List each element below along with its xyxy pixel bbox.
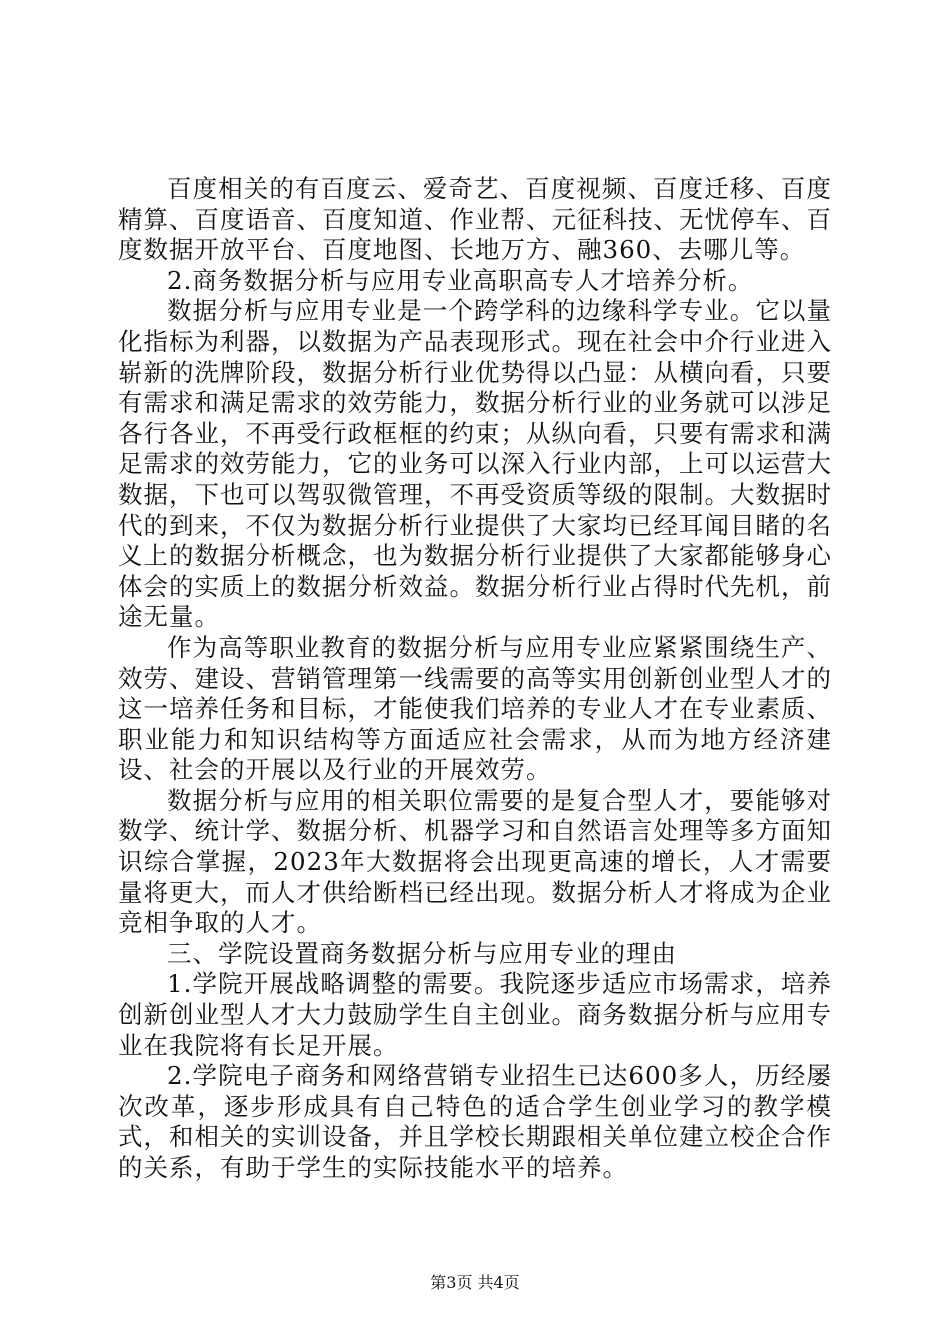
paragraph-reason-strategy: 1.学院开展战略调整的需要。我院逐步适应市场需求，培养创新创业型人才大力鼓励学生自主创业。商务数据分析与应用专业在我院将有长足开展。 [118, 969, 832, 1060]
paragraph-major-overview: 数据分析与应用专业是一个跨学科的边缘科学专业。它以量化指标为利器，以数据为产品表现形式。现在社会中介行业进入崭新的洗牌阶段，数据分析行业优势得以凸显：从横向看，只要有需求和满足需求的效劳能力，数据分析行业的业务就可以涉足各行各业，不再受行政框框的约束；从纵向看，只要有需求和满足需求的效劳能力，它的业务可以深入行业内部，上可以运营大数据，下也可以驾驭微管理，不再受资质等级的限制。大数据时代的到来，不仅为数据分析行业提供了大家均已经耳闻目睹的名义上的数据分析概念，也为数据分析行业提供了大家都能够身心体会的实质上的数据分析效益。数据分析行业占得时代先机，前途无量。 [118, 296, 832, 632]
page-number-footer: 第3页 共4页 [430, 1273, 520, 1292]
section-heading-reasons: 三、学院设置商务数据分析与应用专业的理由 [167, 938, 677, 968]
section-heading-talent-analysis: 2.商务数据分析与应用专业高职高专人才培养分析。 [167, 265, 754, 295]
paragraph-talent-demand: 数据分析与应用的相关职位需要的是复合型人才，要能够对数学、统计学、数据分析、机器学习和自然语言处理等多方面知识综合掌握，2023年大数据将会出现更高速的增长，人才需要量将更大，而人才供给断档已经出现。数据分析人才将成为企业竞相争取的人才。 [118, 785, 832, 938]
paragraph-vocational-goals: 作为高等职业教育的数据分析与应用专业应紧紧围绕生产、效劳、建设、营销管理第一线需要的高等实用创新创业型人才的这一培养任务和目标，才能使我们培养的专业人才在专业素质、职业能力和知识结构等方面适应社会需求，从而为地方经济建设、社会的开展以及行业的开展效劳。 [118, 632, 832, 785]
paragraph-reason-enrollment: 2.学院电子商务和网络营销专业招生已达600多人，历经屡次改革，逐步形成具有自己特色的适合学生创业学习的教学模式，和相关的实训设备，并且学校长期跟相关单位建立校企合作的关系，有助于学生的实际技能水平的培养。 [118, 1061, 832, 1182]
document-body [118, 174, 832, 1184]
paragraph-baidu-related: 百度相关的有百度云、爱奇艺、百度视频、百度迁移、百度精算、百度语音、百度知道、作业帮、元征科技、无忧停车、百度数据开放平台、百度地图、长地万方、融360、去哪儿等。 [118, 174, 832, 265]
